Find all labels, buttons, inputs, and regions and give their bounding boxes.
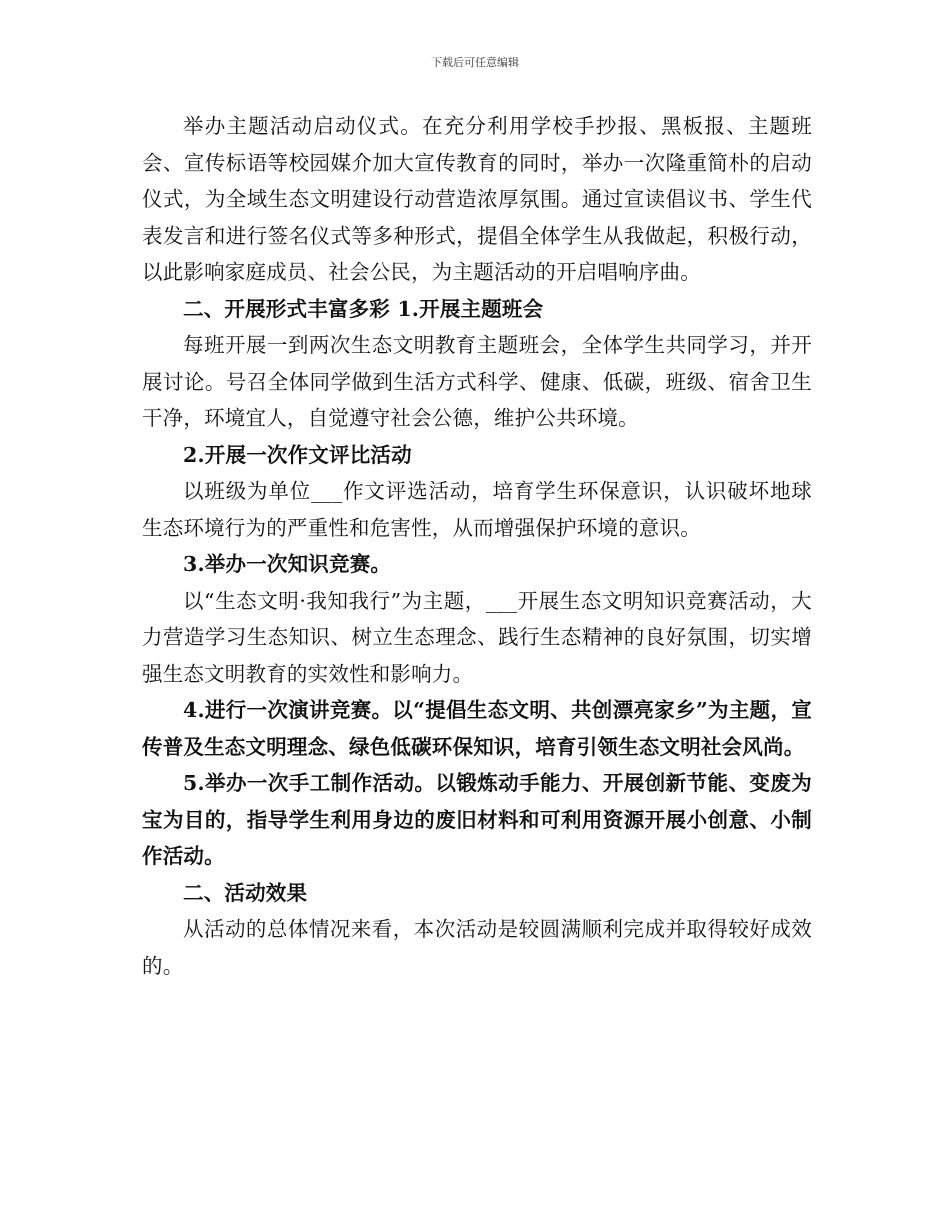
paragraph-activity-results: 从活动的总体情况来看，本次活动是较圆满顺利完成并取得较好成效的。 [142,917,812,978]
paragraph-essay-contest: 以班级为单位___作文评选活动，培育学生环保意识，认识破坏地球生态环境行为的严重性和危害性，从而增强保护环境的意识。 [142,479,812,540]
document-body [142,108,812,984]
paragraph-knowledge-contest: 以“生态文明·我知我行”为主题，___开展生态文明知识竞赛活动，大力营造学习生态知识、树立生态理念、践行生态精神的良好氛围，切实增强生态文明教育的实效性和影响力。 [142,588,812,686]
section-heading-activity-results: 二、活动效果 [183,880,308,905]
subheading-knowledge-contest: 3.举办一次知识竞赛。 [183,552,392,576]
paragraph-handcraft-activity: 5.举办一次手工制作活动。以锻炼动手能力、开展创新节能、变废为宝为目的，指导学生利用身边的废旧材料和可利用资源开展小创意、小制作活动。 [142,771,812,868]
subheading-essay-contest: 2.开展一次作文评比活动 [183,442,412,467]
section-heading-activity-forms: 二、开展形式丰富多彩 1.开展主题班会 [183,296,544,321]
paragraph-class-meeting: 每班开展一到两次生态文明教育主题班会，全体学生共同学习，并开展讨论。号召全体同学做到生活方式科学、健康、低碳，班级、宿舍卫生干净，环境宜人，自觉遵守社会公德，维护公共环境。 [142,333,812,430]
page-header: 下载后可任意编辑 [431,56,519,69]
paragraph-speech-contest: 4.进行一次演讲竞赛。以“提倡生态文明、共创漂亮家乡”为主题，宣传普及生态文明理念、绿色低碳环保知识，培育引领生态文明社会风尚。 [142,698,812,759]
paragraph-launch-ceremony: 举办主题活动启动仪式。在充分利用学校手抄报、黑板报、主题班会、宣传标语等校园媒介加大宣传教育的同时，举办一次隆重简朴的启动仪式，为全域生态文明建设行动营造浓厚氛围。通过宣读倡议书、学生代表发言和进行签名仪式等多种形式，提倡全体学生从我做起，积极行动，以此影响家庭成员、社会公民，为主题活动的开启唱响序曲。 [142,114,812,284]
